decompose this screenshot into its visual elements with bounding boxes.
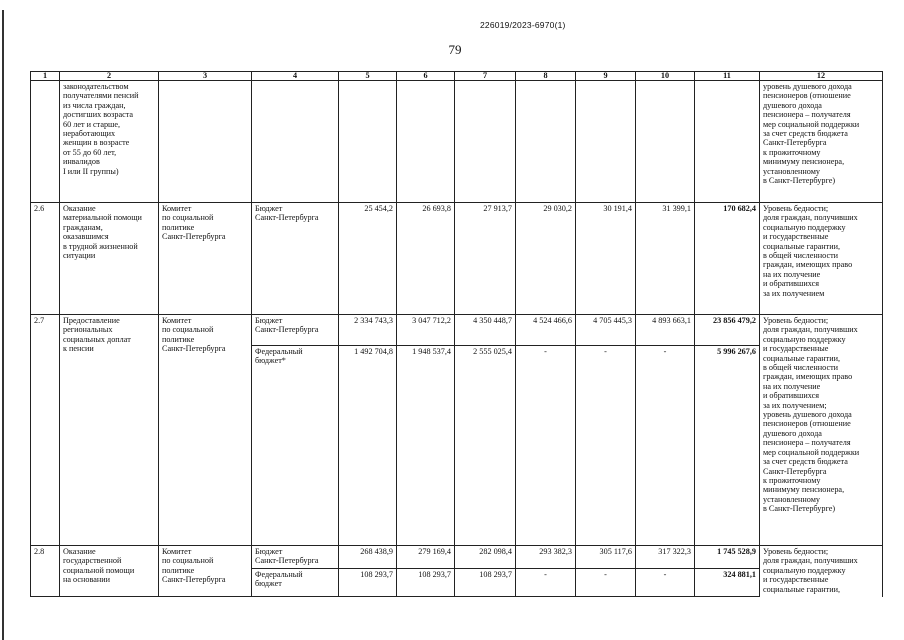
column-number: 8 [516, 72, 576, 81]
cell-value [397, 81, 455, 203]
cell-value: - [516, 346, 576, 546]
column-number: 6 [397, 72, 455, 81]
cell-value: 2 555 025,4 [455, 346, 516, 546]
page-number: 79 [448, 42, 462, 57]
cell-value: 279 169,4 [397, 546, 455, 569]
column-number: 12 [760, 72, 883, 81]
cell-activity-name: законодательством получателями пенсий из числа граждан, достигших возраста 60 лет и старше, неработающих женщин в возрасте от 55 до 60 лет, инвалидов I или II группы) [60, 81, 159, 203]
cell-value: 26 693,8 [397, 203, 455, 315]
column-number: 1 [31, 72, 60, 81]
table-row-2-8 [31, 546, 883, 569]
column-number: 2 [60, 72, 159, 81]
cell-value: 108 293,7 [339, 569, 397, 597]
cell-funding-source: Бюджет Санкт-Петербурга [252, 203, 339, 315]
cell-value: 29 030,2 [516, 203, 576, 315]
cell-value [516, 81, 576, 203]
cell-executor: Комитет по социальной политике Санкт-Петербурга [159, 203, 252, 315]
cell-index: 2.7 [31, 315, 60, 546]
cell-value: 293 382,3 [516, 546, 576, 569]
cell-funding-source: Федеральный бюджет [252, 569, 339, 597]
table-row-2-6 [31, 203, 883, 315]
cell-value: 3 047 712,2 [397, 315, 455, 346]
cell-total: 1 745 528,9 [695, 546, 760, 569]
table-header-row [31, 72, 883, 81]
cell-value: 4 893 663,1 [636, 315, 695, 346]
scan-left-edge-line [2, 10, 4, 640]
cell-executor: Комитет по социальной политике Санкт-Петербурга [159, 546, 252, 597]
column-number: 4 [252, 72, 339, 81]
cell-total: 23 856 479,2 [695, 315, 760, 346]
cell-activity-name: Оказание материальной помощи гражданам, оказавшимся в трудной жизненной ситуации [60, 203, 159, 315]
cell-activity-name: Предоставление региональных социальных доплат к пенсии [60, 315, 159, 546]
cell-indicator: Уровень бедности; доля граждан, получивших социальную поддержку и государственные социальные гарантии, в общей численности граждан, имеющих право на их получение и обратившихся за их получением [760, 203, 883, 315]
cell-indicator: Уровень бедности; доля граждан, получивших социальную поддержку и государственные социальные гарантии, [760, 546, 883, 597]
cell-value: 1 492 704,8 [339, 346, 397, 546]
column-number: 3 [159, 72, 252, 81]
cell-value: - [576, 346, 636, 546]
cell-value: 268 438,9 [339, 546, 397, 569]
cell-total: 5 996 267,6 [695, 346, 760, 546]
cell-value: - [636, 569, 695, 597]
cell-executor [159, 81, 252, 203]
cell-funding-source: Бюджет Санкт-Петербурга [252, 315, 339, 346]
cell-value: 282 098,4 [455, 546, 516, 569]
cell-value: - [576, 569, 636, 597]
column-number: 7 [455, 72, 516, 81]
cell-total: 324 881,1 [695, 569, 760, 597]
cell-funding-source: Федеральный бюджет* [252, 346, 339, 546]
cell-value: 4 705 445,3 [576, 315, 636, 346]
cell-total: 170 682,4 [695, 203, 760, 315]
cell-value: 4 350 448,7 [455, 315, 516, 346]
column-number: 11 [695, 72, 760, 81]
cell-value: 108 293,7 [397, 569, 455, 597]
program-activities-table [30, 71, 883, 597]
cell-value: 31 399,1 [636, 203, 695, 315]
cell-value: - [516, 569, 576, 597]
column-number: 5 [339, 72, 397, 81]
cell-index: 2.8 [31, 546, 60, 597]
cell-indicator: уровень душевого дохода пенсионеров (отношение душевого дохода пенсионера – получателя мер социальной поддержки за счет средств бюджета Санкт-Петербурга к прожиточному минимуму пенсионера, установленному в Санкт-Петербурге) [760, 81, 883, 203]
cell-value [636, 81, 695, 203]
cell-value: 317 322,3 [636, 546, 695, 569]
cell-value [455, 81, 516, 203]
cell-value: 1 948 537,4 [397, 346, 455, 546]
cell-value: 4 524 466,6 [516, 315, 576, 346]
cell-funding-source: Бюджет Санкт-Петербурга [252, 546, 339, 569]
cell-executor: Комитет по социальной политике Санкт-Петербурга [159, 315, 252, 546]
cell-value: - [636, 346, 695, 546]
cell-index [31, 81, 60, 203]
cell-value: 108 293,7 [455, 569, 516, 597]
cell-value: 305 117,6 [576, 546, 636, 569]
cell-indicator: Уровень бедности; доля граждан, получивших социальную поддержку и государственные социальные гарантии, в общей численности граждан, имеющих право на их получение и обратившихся за их получением; уровень душевого дохода пенсионеров (отношение душевого дохода пенсионера – получателя мер социальной поддержки за счет средств бюджета Санкт-Петербурга к прожиточному минимуму пенсионера, установленному в Санкт-Петербурге) [760, 315, 883, 546]
column-number: 9 [576, 72, 636, 81]
cell-value: 25 454,2 [339, 203, 397, 315]
cell-total [695, 81, 760, 203]
cell-value: 2 334 743,3 [339, 315, 397, 346]
table-row-continuation [31, 81, 883, 203]
column-number: 10 [636, 72, 695, 81]
table-row-2-7 [31, 315, 883, 346]
cell-value: 30 191,4 [576, 203, 636, 315]
cell-activity-name: Оказание государственной социальной помощи на основании [60, 546, 159, 597]
cell-value [339, 81, 397, 203]
cell-index: 2.6 [31, 203, 60, 315]
cell-funding-source [252, 81, 339, 203]
document-id: 226019/2023-6970(1) [480, 20, 566, 30]
cell-value [576, 81, 636, 203]
cell-value: 27 913,7 [455, 203, 516, 315]
